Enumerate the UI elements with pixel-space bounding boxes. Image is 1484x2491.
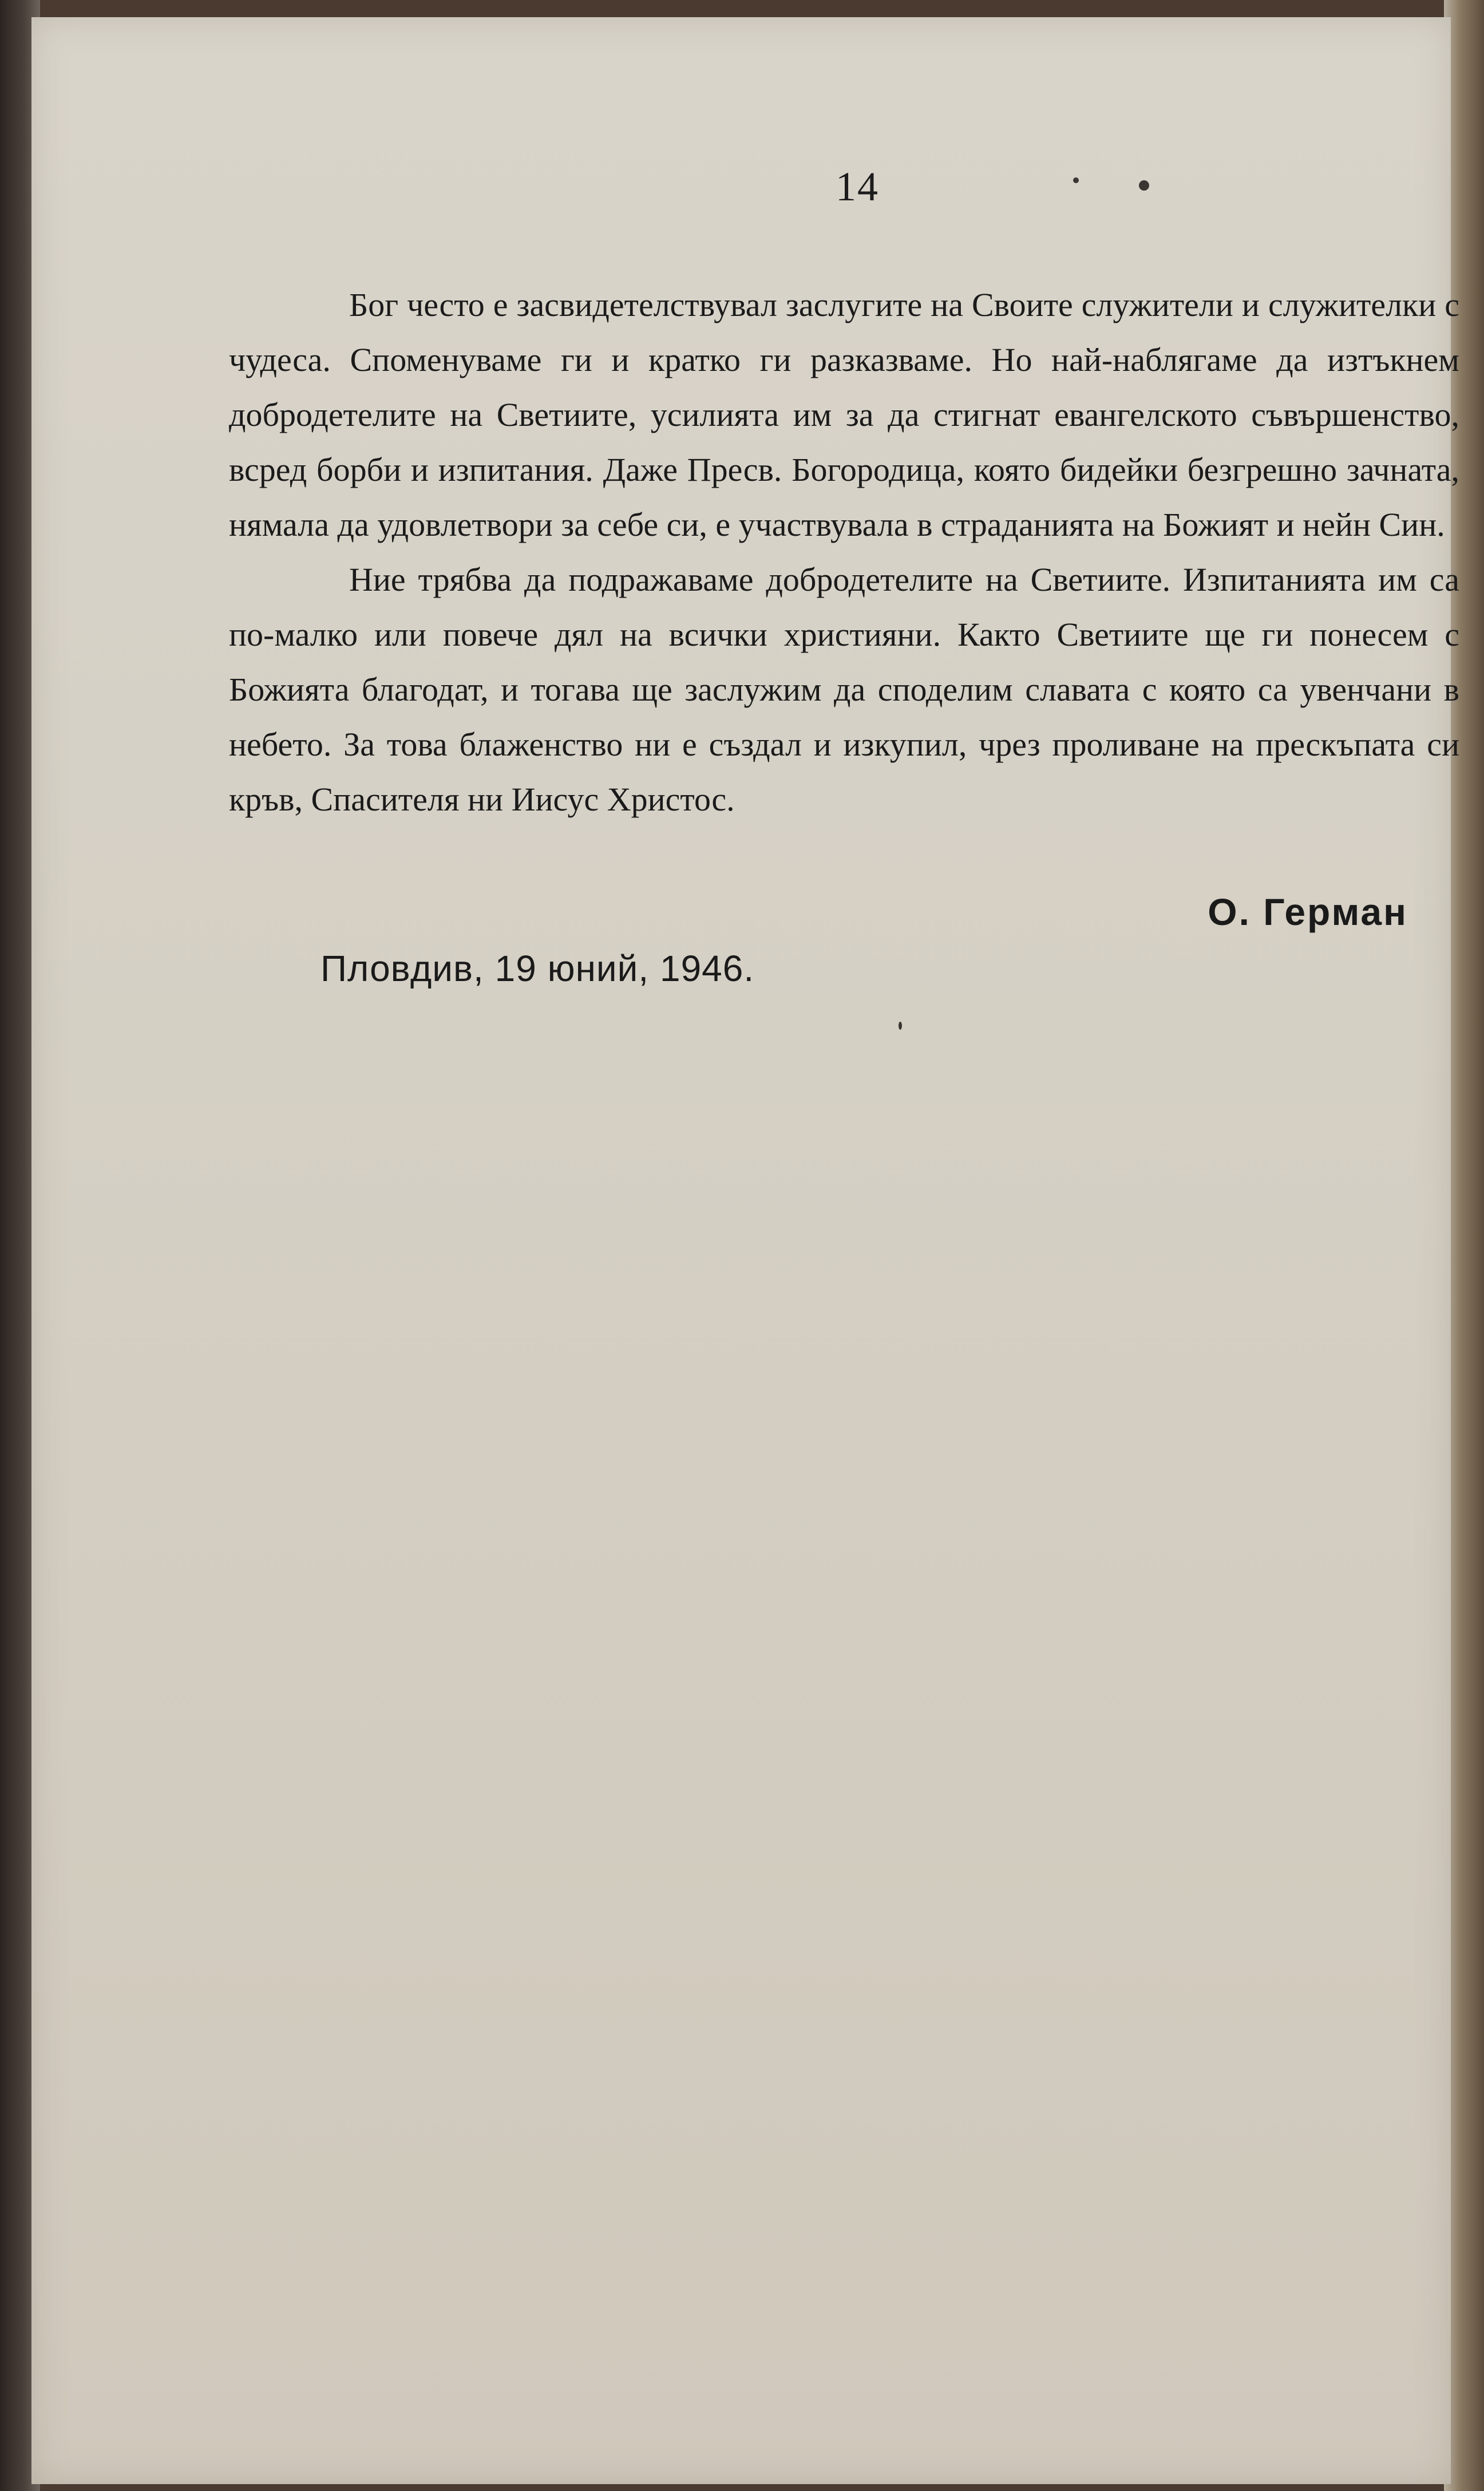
author-signature: О. Герман — [1208, 891, 1408, 933]
body-text — [229, 278, 1459, 827]
ink-speck — [899, 1022, 902, 1030]
book-page — [31, 17, 1459, 2484]
place-date: Пловдив, 19 юний, 1946. — [320, 948, 755, 989]
page-number: 14 — [836, 164, 879, 209]
ink-speck — [1073, 177, 1079, 183]
ink-speck — [1139, 180, 1149, 191]
paragraph-1: Бог често е засвидетелствувал заслугите на Своите служители и служителки с чудеса. Споменуваме ги и кратко ги разказваме. Но най-наблягаме да изтъкнем добродетелите на Светиите, усилията им за да стигнат евангелското съвършенство, всред борби и изпитания. Даже Пресв. Богородица, която бидейки безгрешно зачната, нямала да удовлетвори за себе си, е участвувала в страданията на Божият и нейн Син. — [229, 286, 1459, 543]
paragraph-2: Ние трябва да подражаваме добродетелите на Светиите. Изпитанията им са по-малко или повече дял на всички християни. Както Светиите ще ги понесем с Божията благодат, и тогава ще заслужим да споделим славата с която са увенчани в небето. За това блаженство ни е създал и изкупил, чрез проливане на прескъпата си кръв, Спасителя ни Иисус Христос. — [229, 561, 1459, 818]
